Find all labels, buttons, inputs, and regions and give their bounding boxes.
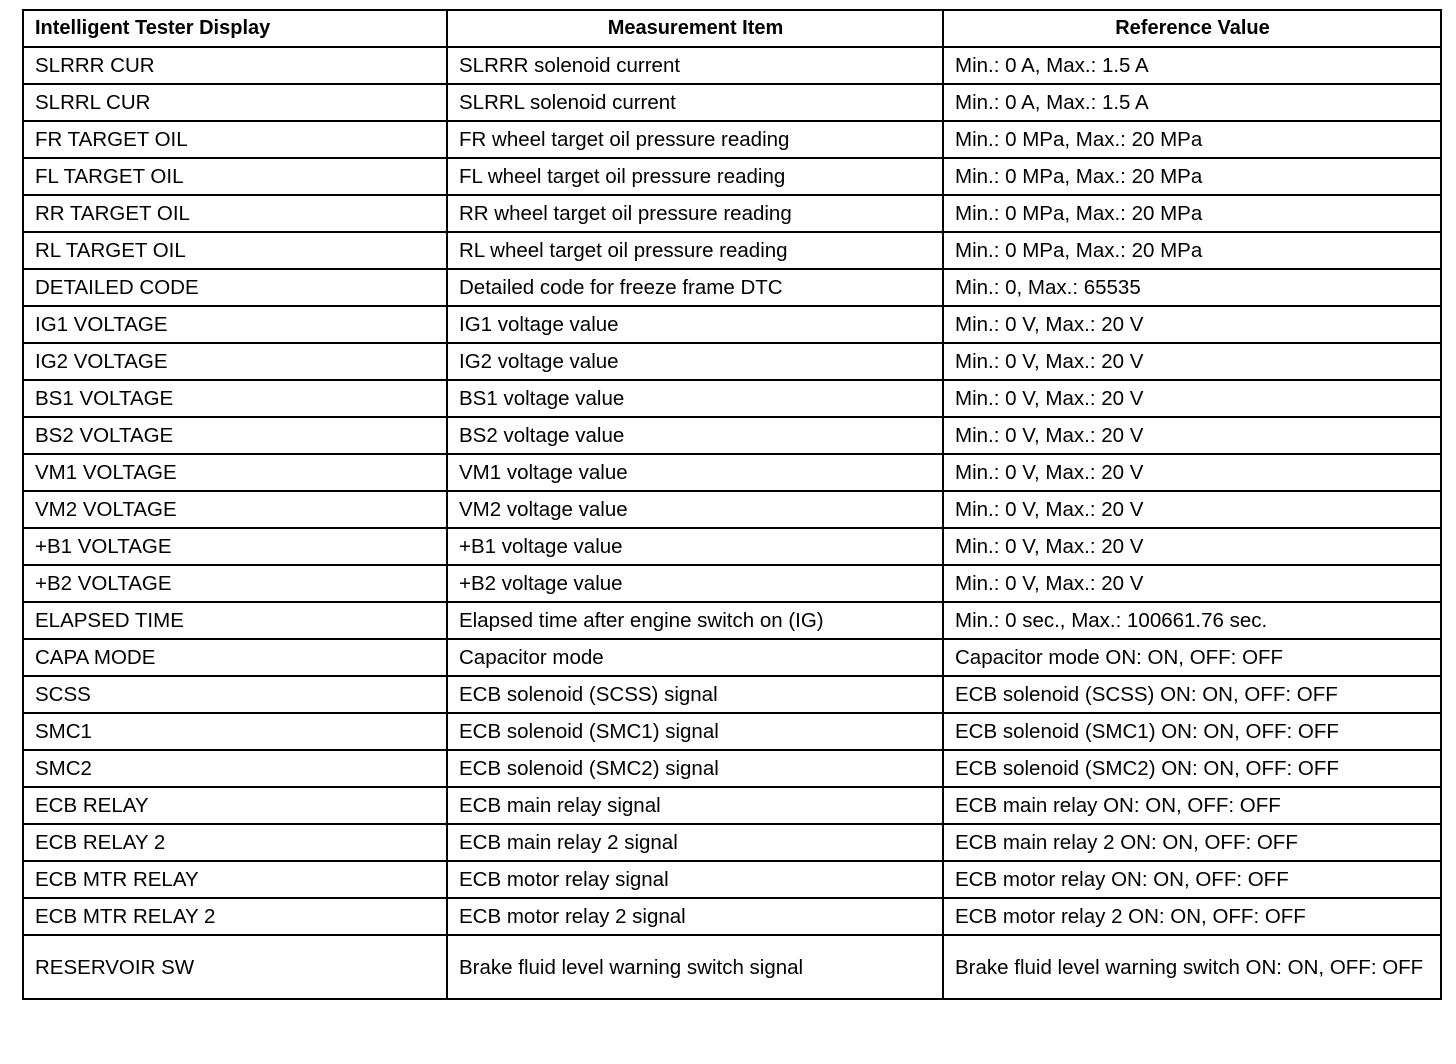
cell-tester-display: ECB RELAY 2	[23, 824, 447, 861]
cell-reference-value: ECB motor relay 2 ON: ON, OFF: OFF	[943, 898, 1441, 935]
table-row	[23, 602, 1441, 639]
cell-measurement-item: +B2 voltage value	[447, 565, 943, 602]
table-row	[23, 898, 1441, 935]
cell-measurement-item: SLRRL solenoid current	[447, 84, 943, 121]
cell-tester-display: FR TARGET OIL	[23, 121, 447, 158]
cell-tester-display: IG2 VOLTAGE	[23, 343, 447, 380]
cell-reference-value: ECB main relay 2 ON: ON, OFF: OFF	[943, 824, 1441, 861]
cell-measurement-item: BS2 voltage value	[447, 417, 943, 454]
table-header-row	[23, 10, 1441, 47]
cell-measurement-item: VM1 voltage value	[447, 454, 943, 491]
cell-measurement-item: ECB solenoid (SMC2) signal	[447, 750, 943, 787]
cell-reference-value: Min.: 0 MPa, Max.: 20 MPa	[943, 195, 1441, 232]
table-row	[23, 824, 1441, 861]
cell-reference-value: Min.: 0 V, Max.: 20 V	[943, 565, 1441, 602]
cell-measurement-item: IG2 voltage value	[447, 343, 943, 380]
cell-measurement-item: ECB motor relay signal	[447, 861, 943, 898]
header-measurement-item: Measurement Item	[447, 10, 943, 47]
cell-reference-value: Min.: 0 V, Max.: 20 V	[943, 491, 1441, 528]
cell-tester-display: BS2 VOLTAGE	[23, 417, 447, 454]
cell-measurement-item: ECB motor relay 2 signal	[447, 898, 943, 935]
cell-reference-value: Capacitor mode ON: ON, OFF: OFF	[943, 639, 1441, 676]
cell-reference-value: Min.: 0 A, Max.: 1.5 A	[943, 84, 1441, 121]
cell-measurement-item: ECB solenoid (SCSS) signal	[447, 676, 943, 713]
cell-tester-display: +B2 VOLTAGE	[23, 565, 447, 602]
cell-reference-value: ECB solenoid (SMC2) ON: ON, OFF: OFF	[943, 750, 1441, 787]
cell-tester-display: VM1 VOLTAGE	[23, 454, 447, 491]
cell-reference-value: Min.: 0 V, Max.: 20 V	[943, 528, 1441, 565]
table-row	[23, 47, 1441, 84]
cell-measurement-item: ECB main relay signal	[447, 787, 943, 824]
cell-reference-value: Min.: 0 A, Max.: 1.5 A	[943, 47, 1441, 84]
cell-reference-value: ECB main relay ON: ON, OFF: OFF	[943, 787, 1441, 824]
cell-tester-display: RL TARGET OIL	[23, 232, 447, 269]
reference-table-container	[22, 9, 1442, 1000]
cell-reference-value: Min.: 0 MPa, Max.: 20 MPa	[943, 158, 1441, 195]
cell-tester-display: ECB RELAY	[23, 787, 447, 824]
cell-measurement-item: RL wheel target oil pressure reading	[447, 232, 943, 269]
cell-tester-display: DETAILED CODE	[23, 269, 447, 306]
cell-measurement-item: Detailed code for freeze frame DTC	[447, 269, 943, 306]
cell-reference-value: Min.: 0 V, Max.: 20 V	[943, 454, 1441, 491]
table-row	[23, 121, 1441, 158]
table-row	[23, 676, 1441, 713]
cell-reference-value: Min.: 0 V, Max.: 20 V	[943, 417, 1441, 454]
table-row	[23, 639, 1441, 676]
table-row	[23, 269, 1441, 306]
table-row	[23, 417, 1441, 454]
cell-reference-value: Min.: 0 V, Max.: 20 V	[943, 306, 1441, 343]
cell-measurement-item: IG1 voltage value	[447, 306, 943, 343]
table-row	[23, 84, 1441, 121]
data-list-reference-table	[22, 9, 1442, 1000]
cell-measurement-item: +B1 voltage value	[447, 528, 943, 565]
table-header	[23, 10, 1441, 47]
cell-tester-display: RESERVOIR SW	[23, 935, 447, 999]
cell-tester-display: SCSS	[23, 676, 447, 713]
header-reference-value: Reference Value	[943, 10, 1441, 47]
cell-tester-display: ECB MTR RELAY 2	[23, 898, 447, 935]
table-row	[23, 158, 1441, 195]
cell-reference-value: ECB motor relay ON: ON, OFF: OFF	[943, 861, 1441, 898]
cell-measurement-item: ECB main relay 2 signal	[447, 824, 943, 861]
cell-tester-display: RR TARGET OIL	[23, 195, 447, 232]
table-row	[23, 380, 1441, 417]
cell-tester-display: SLRRR CUR	[23, 47, 447, 84]
cell-measurement-item: Elapsed time after engine switch on (IG)	[447, 602, 943, 639]
cell-tester-display: ECB MTR RELAY	[23, 861, 447, 898]
header-tester-display: Intelligent Tester Display	[23, 10, 447, 47]
table-row	[23, 713, 1441, 750]
table-row	[23, 306, 1441, 343]
cell-tester-display: +B1 VOLTAGE	[23, 528, 447, 565]
cell-measurement-item: FL wheel target oil pressure reading	[447, 158, 943, 195]
cell-reference-value: ECB solenoid (SCSS) ON: ON, OFF: OFF	[943, 676, 1441, 713]
cell-tester-display: SMC1	[23, 713, 447, 750]
cell-tester-display: VM2 VOLTAGE	[23, 491, 447, 528]
table-row	[23, 195, 1441, 232]
table-row	[23, 935, 1441, 999]
cell-tester-display: IG1 VOLTAGE	[23, 306, 447, 343]
cell-tester-display: BS1 VOLTAGE	[23, 380, 447, 417]
cell-reference-value: Min.: 0 sec., Max.: 100661.76 sec.	[943, 602, 1441, 639]
cell-measurement-item: SLRRR solenoid current	[447, 47, 943, 84]
cell-tester-display: SMC2	[23, 750, 447, 787]
cell-measurement-item: VM2 voltage value	[447, 491, 943, 528]
cell-tester-display: SLRRL CUR	[23, 84, 447, 121]
cell-tester-display: CAPA MODE	[23, 639, 447, 676]
table-row	[23, 454, 1441, 491]
cell-measurement-item: Capacitor mode	[447, 639, 943, 676]
cell-reference-value: Brake fluid level warning switch ON: ON, OFF: OFF	[943, 935, 1441, 999]
cell-reference-value: Min.: 0 MPa, Max.: 20 MPa	[943, 121, 1441, 158]
table-row	[23, 491, 1441, 528]
table-row	[23, 343, 1441, 380]
cell-reference-value: Min.: 0, Max.: 65535	[943, 269, 1441, 306]
table-row	[23, 787, 1441, 824]
cell-reference-value: Min.: 0 V, Max.: 20 V	[943, 343, 1441, 380]
cell-measurement-item: FR wheel target oil pressure reading	[447, 121, 943, 158]
cell-measurement-item: RR wheel target oil pressure reading	[447, 195, 943, 232]
cell-reference-value: Min.: 0 MPa, Max.: 20 MPa	[943, 232, 1441, 269]
table-row	[23, 565, 1441, 602]
cell-measurement-item: ECB solenoid (SMC1) signal	[447, 713, 943, 750]
cell-tester-display: FL TARGET OIL	[23, 158, 447, 195]
cell-measurement-item: Brake fluid level warning switch signal	[447, 935, 943, 999]
table-row	[23, 528, 1441, 565]
cell-measurement-item: BS1 voltage value	[447, 380, 943, 417]
cell-reference-value: ECB solenoid (SMC1) ON: ON, OFF: OFF	[943, 713, 1441, 750]
table-row	[23, 232, 1441, 269]
cell-reference-value: Min.: 0 V, Max.: 20 V	[943, 380, 1441, 417]
table-body	[23, 47, 1441, 999]
cell-tester-display: ELAPSED TIME	[23, 602, 447, 639]
table-row	[23, 750, 1441, 787]
table-row	[23, 861, 1441, 898]
